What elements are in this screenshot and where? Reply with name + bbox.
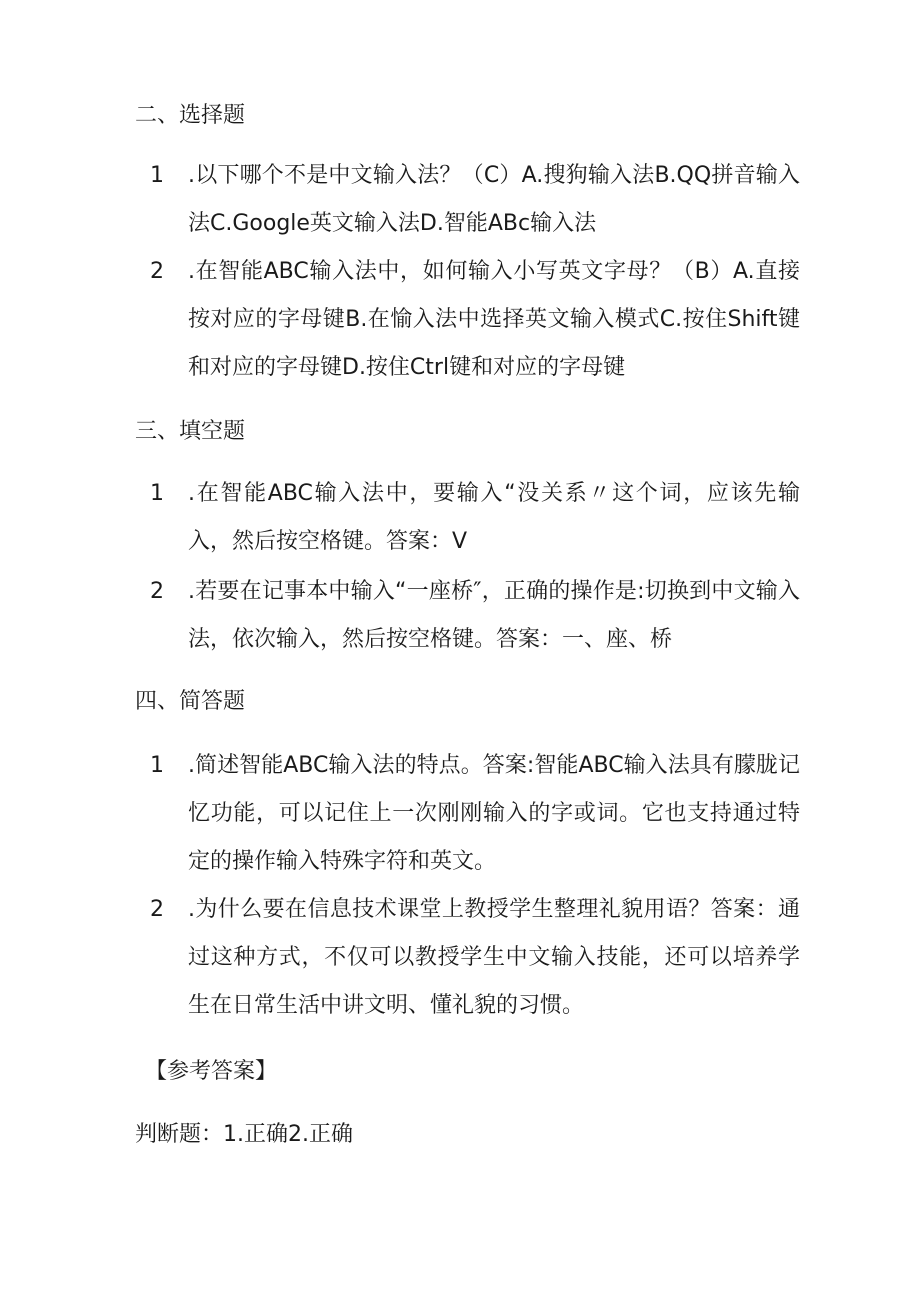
section-heading-short-answer: 四、简答题 — [135, 689, 246, 714]
question-number: 2 — [150, 579, 164, 604]
question-number: 1 — [150, 163, 164, 188]
question-text: .以下哪个不是中文输入法？（C）A.搜狗输入法B.QQ拼音输入法C.Google英文输入法D.智能ABc输入法 — [188, 163, 800, 236]
question-item — [150, 152, 800, 248]
question-number: 1 — [150, 481, 164, 506]
question-item — [150, 886, 800, 1030]
section-heading-choice: 二、选择题 — [135, 103, 246, 128]
question-text: .若要在记事本中输入“一座桥″，正确的操作是:切换到中文输入法，依次输入，然后按空格键。答案：一、座、桥 — [188, 579, 800, 652]
question-number: 2 — [150, 259, 164, 284]
section-heading-fill: 三、填空题 — [135, 419, 246, 444]
question-text: .简述智能ABC输入法的特点。答案:智能ABC输入法具有朦胧记忆功能，可以记住上一次刚刚输入的字或词。它也支持通过特定的操作输入特殊字符和英文。 — [188, 753, 800, 874]
question-item — [150, 470, 800, 566]
question-number: 2 — [150, 897, 164, 922]
question-text: .在智能ABC输入法中，如何输入小写英文字母？（B）A.直接按对应的字母键B.在愉入法中选择英文输入模式C.按住Shift键和对应的字母键D.按住Ctrl键和对应的字母键 — [188, 259, 800, 380]
reference-answer-heading: 【参考答案】 — [145, 1059, 278, 1084]
question-item — [150, 742, 800, 886]
judgment-answers: 判断题：1.正确2.正确 — [135, 1122, 353, 1147]
question-text: .为什么要在信息技术课堂上教授学生整理礼貌用语？答案：通过这种方式，不仅可以教授学生中文输入技能，还可以培养学生在日常生活中讲文明、懂礼貌的习惯。 — [188, 897, 800, 1018]
question-item — [150, 248, 800, 392]
question-text: .在智能ABC输入法中，要输入“没关系〃这个词，应该先输入，然后按空格键。答案：V — [188, 481, 800, 554]
question-number: 1 — [150, 753, 164, 778]
question-item — [150, 568, 800, 664]
